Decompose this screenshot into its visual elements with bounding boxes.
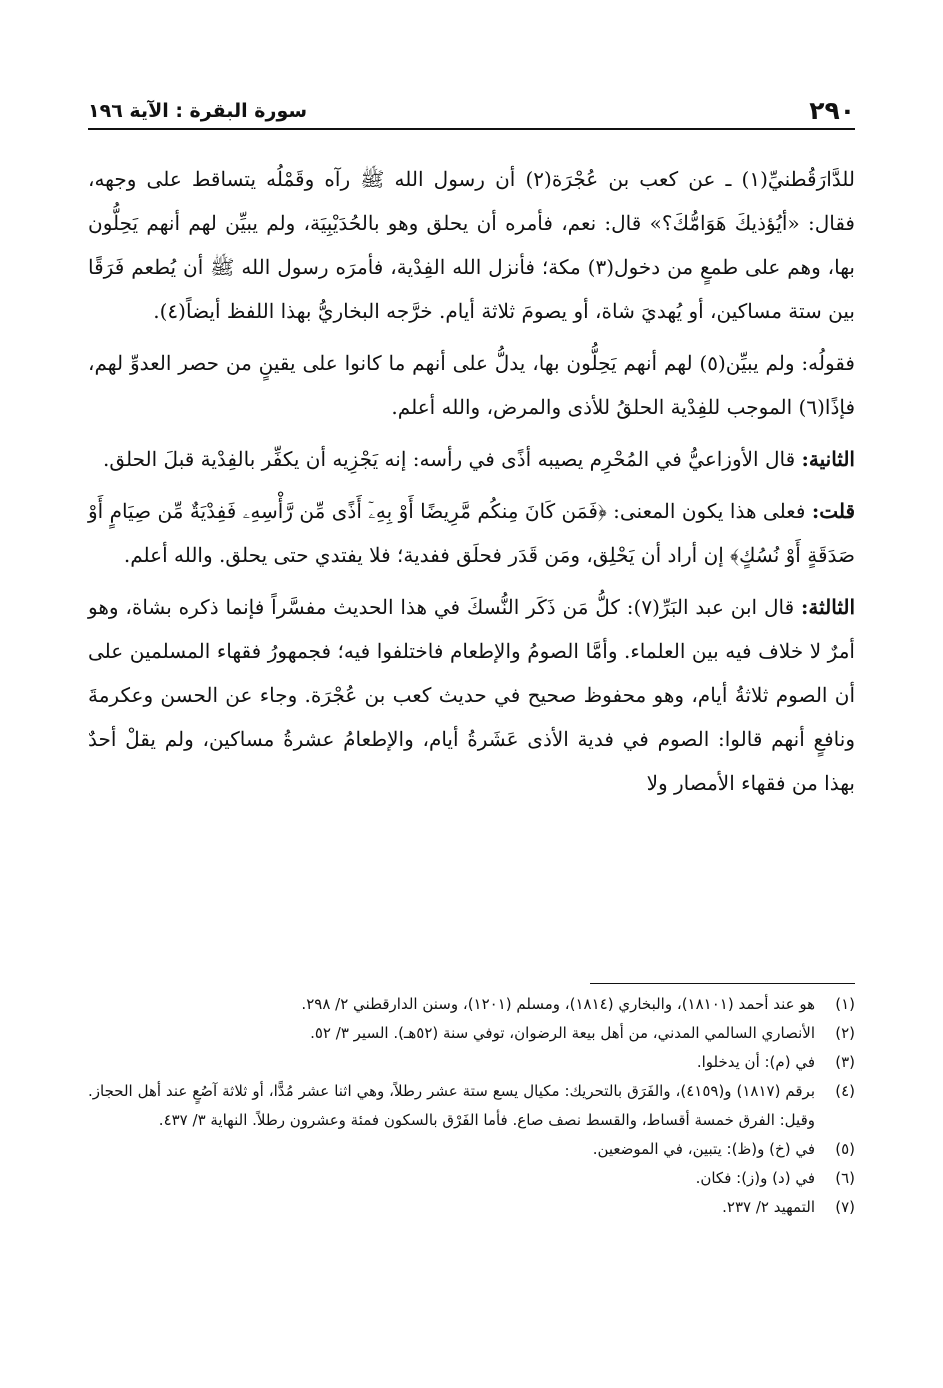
footnote: [88, 1048, 855, 1077]
footnote: [88, 1193, 855, 1222]
footnote-text: التمهيد ٢/ ٢٣٧.: [722, 1198, 815, 1216]
footnote-text: هو عند أحمد (١٨١٠١)، والبخاري (١٨١٤)، ومسلم (١٢٠١)، وسنن الدارقطني ٢/ ٢٩٨.: [301, 995, 815, 1013]
footnote-number: (٦): [835, 1169, 855, 1187]
footnote: [88, 990, 855, 1019]
footnote-number: (٧): [835, 1198, 855, 1216]
footnotes: [88, 990, 855, 1222]
footnote-text: في (م): أن يدخلوا.: [696, 1053, 815, 1071]
footnote-number: (٤): [835, 1082, 855, 1100]
footnote-text: الأنصاري السالمي المدني، من أهل بيعة الرضوان، توفي سنة (٥٢هـ). السير ٣/ ٥٢.: [310, 1024, 815, 1042]
footnote: [88, 1077, 855, 1135]
footnote-number: (٢): [835, 1024, 855, 1042]
paragraph-lead: الثالثة:: [801, 595, 856, 619]
footnote-text: في (خ) و(ظ): يتبين، في الموضعين.: [592, 1140, 815, 1158]
paragraph-lead: قلت:: [811, 499, 856, 523]
paragraph-text: فعلى هذا يكون المعنى: ﴿فَمَن كَانَ مِنكُم مَّرِيضًا أَوْ بِهِۦٓ أَذًى مِّن رَّأْسِهِۦ فَفِدْيَةٌ مِّن صِيَامٍ أَوْ صَدَقَةٍ أَوْ نُسُكٍ﴾ إن أراد أن يَحْلِق، ومَن قَدَر فحلَق ففدية؛ فلا يفتدي حتى يحلق. والله أعلم.: [88, 499, 855, 567]
page-header: [88, 86, 855, 126]
footnote: [88, 1164, 855, 1193]
footnote-text: برقم (١٨١٧) و(٤١٥٩)، والفَرَق بالتحريك: مكيال يسع ستة عشر رطلاً، وهي اثنا عشر مُدًّا، أو ثلاثة آصُعٍ عند أهل الحجاز. وقيل: الفرق خمسة أقساط، والقسط نصف صاع. فأما الفَرْق بالسكون فمئة وعشرون رطلاً. النهاية ٣/ ٤٣٧.: [88, 1082, 815, 1129]
paragraph: [88, 157, 855, 333]
paragraph-text: للدَّارَقُطنيِّ(١) ـ عن كعب بن عُجْرَة(٢) أن رسول الله ﷺ رآه وقَمْلُه يتساقط على وجهه، فقال: «أيُؤذيكَ هَوَامُّكَ؟» قال: نعم، فأمره أن يحلق وهو بالحُدَيْبِيَة، ولم يبيِّن لهم أنهم يَحِلُّون بها، وهم على طمعٍ من دخول(٣) مكة؛ فأنزل الله الفِدْية، فأمرَه رسول الله ﷺ أن يُطعم فَرَقًا بين ستة مساكين، أو يُهديَ شاة، أو يصومَ ثلاثة أيام. خرَّجه البخاريُّ بهذا اللفظ أيضاً(٤).: [88, 167, 855, 323]
footnote-text: في (د) و(ز): فكان.: [695, 1169, 815, 1187]
paragraph-text: قال ابن عبد البَرِّ(٧): كلُّ مَن ذَكَر النُّسكَ في هذا الحديث مفسَّراً فإنما ذكره بشاة، وهو أمرٌ لا خلاف فيه بين العلماء. وأمَّا الصومُ والإطعام فاختلفوا فيه؛ فجمهورُ فقهاء المسلمين على أن الصوم ثلاثةُ أيام، وهو محفوظ صحيح في حديث كعب بن عُجْرَة. وجاء عن الحسن وعكرمةَ ونافعٍ أنهم قالوا: الصوم في فدية الأذى عَشَرةُ أيام، والإطعامُ عشرةُ مساكين، ولم يقلْ أحدٌ بهذا من فقهاء الأمصار ولا: [88, 595, 855, 795]
paragraph: [88, 437, 855, 481]
paragraph-text: فقولُه: ولم يبيِّن(٥) لهم أنهم يَحِلُّون بها، يدلُّ على أنهم ما كانوا على يقينٍ من حصر العدوِّ لهم، فإذًا(٦) الموجب للفِدْية الحلقُ للأذى والمرض، والله أعلم.: [88, 351, 855, 419]
header-divider: [88, 128, 855, 130]
page-number: ٢٩٠: [809, 96, 855, 125]
footnote-divider: [590, 983, 855, 984]
paragraph: [88, 341, 855, 429]
paragraph-lead: الثانية:: [801, 447, 855, 471]
footnote-number: (٣): [835, 1053, 855, 1071]
paragraph: [88, 489, 855, 577]
paragraph-text: قال الأوزاعيُّ في المُحْرِم يصيبه أذًى في رأسه: إنه يَجْزِيه أن يكفِّر بالفِدْية قبلَ الحلق.: [102, 447, 796, 471]
running-title: سورة البقرة : الآية ١٩٦: [88, 100, 308, 122]
footnote-number: (١): [835, 995, 855, 1013]
footnote-number: (٥): [835, 1140, 855, 1158]
footnote: [88, 1135, 855, 1164]
footnote: [88, 1019, 855, 1048]
paragraph: [88, 585, 855, 805]
main-text: [88, 157, 855, 813]
